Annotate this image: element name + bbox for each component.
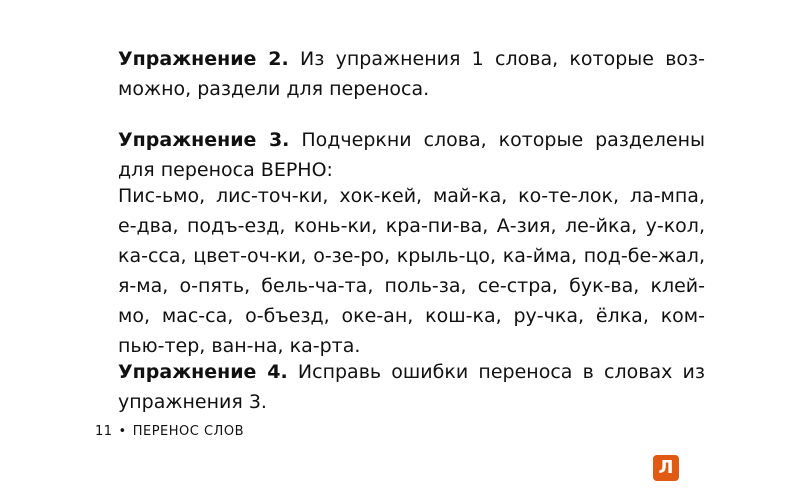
word-list: Пис-ьмо, лис-точ-ки, хок-кей, май-ка, ко-те-лок, ла-мпа, е-два, подъ-езд, конь-ки, кра-пи-ва, А-зия, ле-йка, у-кол, ка-сса, цвет-оч-ки, о-зе-ро, крыль-цо, ка-йма, под-бе-жал, я-ма, о-пять, бель-ча-та, поль-за, се-стра, бук-ва, клей-мо, мас-са, о-бъезд, оке-ан, кош-ка, ру-чка, ёлка, ком-пью-тер, ван-на, ка-рта.: [118, 185, 705, 357]
exercise-2-text: Из упражнения 1 слова, которые возможно, раздели для переноса.: [118, 48, 706, 100]
exercise-3-title: Упражнение 3.: [118, 129, 290, 151]
page-footer: [95, 423, 244, 441]
exercise-4-text: Исправь ошибки переноса в словах из упражнения 3.: [118, 361, 706, 413]
exercise-3: [118, 125, 705, 185]
exercise-3-text: Подчеркни слова, которые разделены для переноса ВЕРНО:: [118, 129, 705, 181]
exercise-2: [118, 44, 705, 104]
footer-bullet: •: [118, 424, 127, 439]
exercise-4-title: Упражнение 4.: [118, 361, 288, 383]
exercise-4: [118, 357, 705, 417]
page-number: 11: [95, 424, 113, 439]
section-title: ПЕРЕНОС СЛОВ: [132, 424, 244, 439]
litres-logo-icon: Л: [653, 455, 679, 481]
exercise-2-title: Упражнение 2.: [118, 48, 289, 70]
